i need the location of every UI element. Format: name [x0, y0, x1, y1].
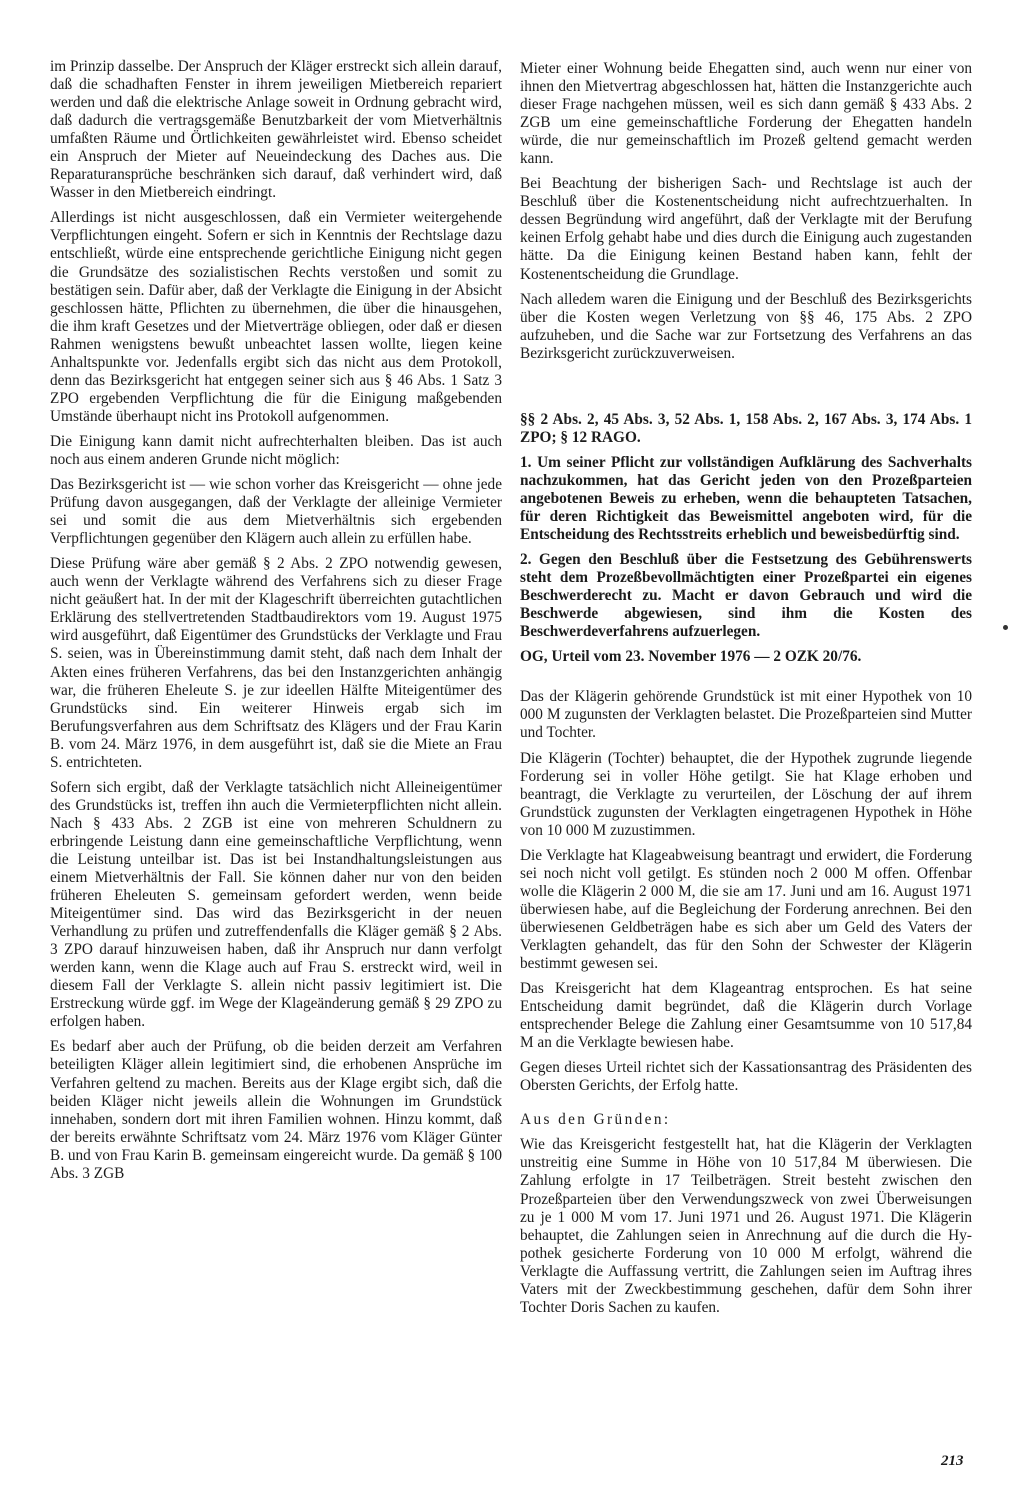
paragraph: Die Verklagte hat Klageabweisung beantragt und erwidert, die Forderung sei noch nicht voll getilgt. Es stünden noch 2 000 M offen. Offenbar wolle die Klägerin 2 000 M, die sie am 17. Juni und am 16. August 1971 überwiesen habe, auf die Begleichung der Forderung anrechnen. Bei den überwiesenen Geldbeträgen habe es sich aber um Geld des Vaters der Verklagten gehandelt, das für den Sohn der Schwester der Klägerin bestimmt gewesen sei. — [520, 846, 972, 973]
paragraph: Die Einigung kann damit nicht aufrechterhalten bleiben. Das ist auch noch aus einem anderen Grunde nicht möglich: — [50, 432, 502, 468]
headnote: 2. Gegen den Beschluß über die Festsetzung des Gebührenswerts steht dem Prozeßbevollmächtigten einer Prozeßpartei ein eigenes Beschwerderecht zu. Macht er davon Gebrauch und wird die Beschwerde abgewiesen, sind ihm die Kosten des Beschwerdeverfahrens aufzuerlegen. — [520, 551, 972, 641]
paragraph: Wie das Kreisgericht festgestellt hat, hat die Klägerin der Verklagten unstreitig eine Summe in Höhe von 10 517,84 M überwiesen. Die Zahlung erfolgte in 17 Teilbeträgen. Streit besteht zwischen den Prozeßparteien über den Verwendungszweck von zwei Überweisungen zu je 1 000 M vom 17. Juni 1971 und 26. August 1971. Die Klägerin behauptet, die Zahlungen seien in Anrechnung auf die durch die Hypothek gesicherte Forderung von 10 000 M erfolgt, während die Verklagte die Auffassung vertritt, die Zahlungen seien im Auftrag ihres Vaters mit der Zweckbestimmung geschehen, dafür dem Sohn ihrer Tochter Doris Sachen zu kaufen. — [520, 1136, 972, 1316]
page-number: 213 — [941, 1453, 964, 1469]
paragraph: im Prinzip dasselbe. Der Anspruch der Kläger erstreckt sich allein darauf, daß die schadhaften Fenster in ihrem jeweiligen Mietbereich repariert werden und daß die elektrische Anlage soweit in Ordnung gebracht wird, daß dadurch die vertragsgemäße Benutzbarkeit der vom Mietverhältnis umfaßten Räume und Örtlichkeiten gewährleistet wird. Ebenso scheidet ein Anspruch der Mieter auf Neueindeckung des Daches aus. Die Reparaturansprüche beschränken sich darauf, daß verhindert wird, daß Wasser in den Mietbereich eindringt. — [50, 58, 502, 202]
paragraph: Es bedarf aber auch der Prüfung, ob die beiden derzeit am Verfahren beteiligten Kläger allein legitimiert sind, die erhobenen Ansprüche im Verfahren geltend zu machen. Bereits aus der Klage ergibt sich, daß die beiden Kläger nicht jeweils allein die Wohnungen im Grundstück innehaben, sondern dort mit ihren Familien wohnen. Hinzu kommt, daß der bereits erwähnte Schriftsatz vom 24. März 1976 vom Kläger Günter B. und von Frau Karin B. gemeinsam eingereicht wurde. Da gemäß § 100 Abs. 3 ZGB — [50, 1038, 502, 1182]
paragraph: Sofern sich ergibt, daß der Verklagte tatsächlich nicht Alleineigentümer des Grundstücks ist, treffen ihn auch die Vermieterpflichten nicht allein. Nach § 433 Abs. 2 ZGB ist eine von mehreren Schuldnern zu erbringende Leistung dann eine gemeinschaftliche Verpflichtung, wenn die Leistung unteilbar ist. Das ist bei Instandhaltungsleistungen aus einem Mietverhältnis der Fall. Sie können daher nur von den beiden früheren Eheleuten S. gemeinsam gefordert werden, wenn beide Miteigentümer sind. Das wird das Bezirksgericht in der neuen Verhandlung zu prüfen und zutreffendenfalls die Kläger gemäß § 2 Abs. 3 ZPO darauf hinzuweisen haben, daß ihr Anspruch nur dann verfolgt werden kann, wenn die Klage auch auf Frau S. erstreckt wird, weil in diesem Fall der Verklagte S. allein nicht passiv legitimiert ist. Die Erstreckung würde ggf. im Wege der Klageänderung gemäß § 29 ZPO zu erfolgen haben. — [50, 778, 502, 1031]
paragraph: Die Klägerin (Tochter) behauptet, die der Hypothek zugrunde liegende Forderung sei in voller Höhe getilgt. Sie hat Klage erhoben und beantragt, die Verklagte zu verurteilen, der Löschung der auf ihrem Grundstück zugunsten der Verklagten eingetragenen Hypothek in Höhe von 10 000 M zuzustimmen. — [520, 749, 972, 839]
paragraph: Diese Prüfung wäre aber gemäß § 2 Abs. 2 ZPO notwendig gewesen, auch wenn der Verklagte während des Verfahrens sich zu dieser Frage nicht geäußert hat. In der mit der Klageschrift überreichten gutachtlichen Erklärung des stellvertretenden Stadtbaudirektors vom 19. August 1975 wird ausgeführt, daß Eigentümer des Grundstücks der Verklagte und Frau S. seien, was in Übereinstimmung damit steht, daß nach dem Inhalt der Akten eines früheren Verfahrens, das bei den Instanzgerichten anhängig war, die früheren Eheleute S. je zur ideellen Hälfte Miteigentümer des Grundstücks sind. Ein weiterer Hinweis ergab sich im Berufungsverfahren aus dem Schriftsatz des Klägers und der Frau Karin B. vom 24. März 1976, in dem ausgeführt ist, daß sie die Miete an Frau S. entrichteten. — [50, 555, 502, 771]
verdict-citation: OG, Urteil vom 23. November 1976 — 2 OZK 20/76. — [520, 648, 862, 666]
headnote: 1. Um seiner Pflicht zur vollständigen Aufklärung des Sachverhalts nachzukommen, hat das Gericht jeden von den Prozeßparteien angebotenen Beweis zu erheben, wenn die behaupteten Tatsachen, für deren Richtigkeit das Beweismittel angeboten wird, für die Entscheidung des Rechtsstreits erheblich und beweisbedürftig sind. — [520, 453, 972, 544]
paragraph: Das Bezirksgericht ist — wie schon vorher das Kreisgericht — ohne jede Prüfung davon ausgegangen, daß der Verklagte der alleinige Vermieter sei und somit die aus dem Mietverhältnis sich ergebenden Verpflichtungen gegenüber den Klägern auch allein zu erfüllen habe. — [50, 476, 502, 548]
paragraph: Das der Klägerin gehörende Grundstück ist mit einer Hypothek von 10 000 M zugunsten der Verklagten belastet. Die Prozeßparteien sind Mutter und Tochter. — [520, 688, 972, 742]
margin-mark — [1003, 625, 1008, 630]
statute-reference: §§ 2 Abs. 2, 45 Abs. 3, 52 Abs. 1, 158 Abs. 2, 167 Abs. 3, 174 Abs. 1 ZPO; § 12 RAGO. — [520, 410, 972, 446]
paragraph: Allerdings ist nicht ausgeschlossen, daß ein Vermieter weitergehende Verpflichtungen eingeht. Sofern er sich in Kenntnis der Rechtslage dazu entschließt, würde eine entsprechende gerichtliche Einigung nicht gegen die Grundsätze des sozialistischen Rechts verstoßen und somit zu bestätigen sein. Dafür aber, daß der Verklagte die Einigung in der Absicht geschlossen hätte, Pflichten zu übernehmen, die über die hinausgehen, die ihm kraft Gesetzes und der Mietverträge obliegen, oder daß er diesen Rahmen wenigstens bewußt unbeachtet lassen wollte, liegen keine Anhaltspunkte vor. Jedenfalls ergibt sich das nicht aus dem Protokoll, denn das Bezirksgericht hat entgegen seiner sich aus § 46 Abs. 1 Satz 3 ZPO ergebenden Verpflichtung die für die Einigung maßgebenden Umstände überhaupt nicht ins Protokoll aufgenommen. — [50, 209, 502, 425]
paragraph: Mieter einer Wohnung beide Ehegatten sind, auch wenn nur einer von ihnen den Mietvertrag abgeschlossen hat, hätten die Instanzgerichte auch dieser Frage nachgehen müssen, weil es sich dann gemäß § 433 Abs. 2 ZGB um eine gemeinschaftliche Forderung der Ehegatten handeln würde, die nur gemeinschaftlich im Prozeß geltend gemacht werden kann. — [520, 60, 972, 168]
paragraph: Das Kreisgericht hat dem Klageantrag entsprochen. Es hat seine Entscheidung damit begründet, daß die Klägerin durch Vorlage entsprechender Belege die Zahlung einer Gesamtsumme von 10 517,84 M an die Verklagte bewiesen habe. — [520, 980, 972, 1052]
paragraph: Nach alledem waren die Einigung und der Beschluß des Bezirksgerichts über die Kosten wegen Verletzung von §§ 46, 175 Abs. 2 ZPO aufzuheben, und die Sache war zur Fortsetzung des Verfahrens an das Bezirksgericht zurückzuverweisen. — [520, 290, 972, 362]
paragraph: Gegen dieses Urteil richtet sich der Kassationsantrag des Präsidenten des Obersten Gerichts, der Erfolg hatte. — [520, 1059, 972, 1095]
paragraph: Bei Beachtung der bisherigen Sach- und Rechtslage ist auch der Beschluß über die Kostenentscheidung nicht aufrechtzuerhalten. In dessen Begründung wird angeführt, daß der Verklagte mit der Berufung keinen Erfolg gehabt habe und dies durch die Einigung auch zugestanden hätte. Da die Einigung keinen Bestand haben kann, fehlt der Kostenentscheidung die Grundlage. — [520, 175, 972, 283]
left-column — [50, 58, 502, 1190]
right-column — [520, 60, 972, 1324]
section-heading: Aus den Gründen: — [520, 1111, 671, 1129]
